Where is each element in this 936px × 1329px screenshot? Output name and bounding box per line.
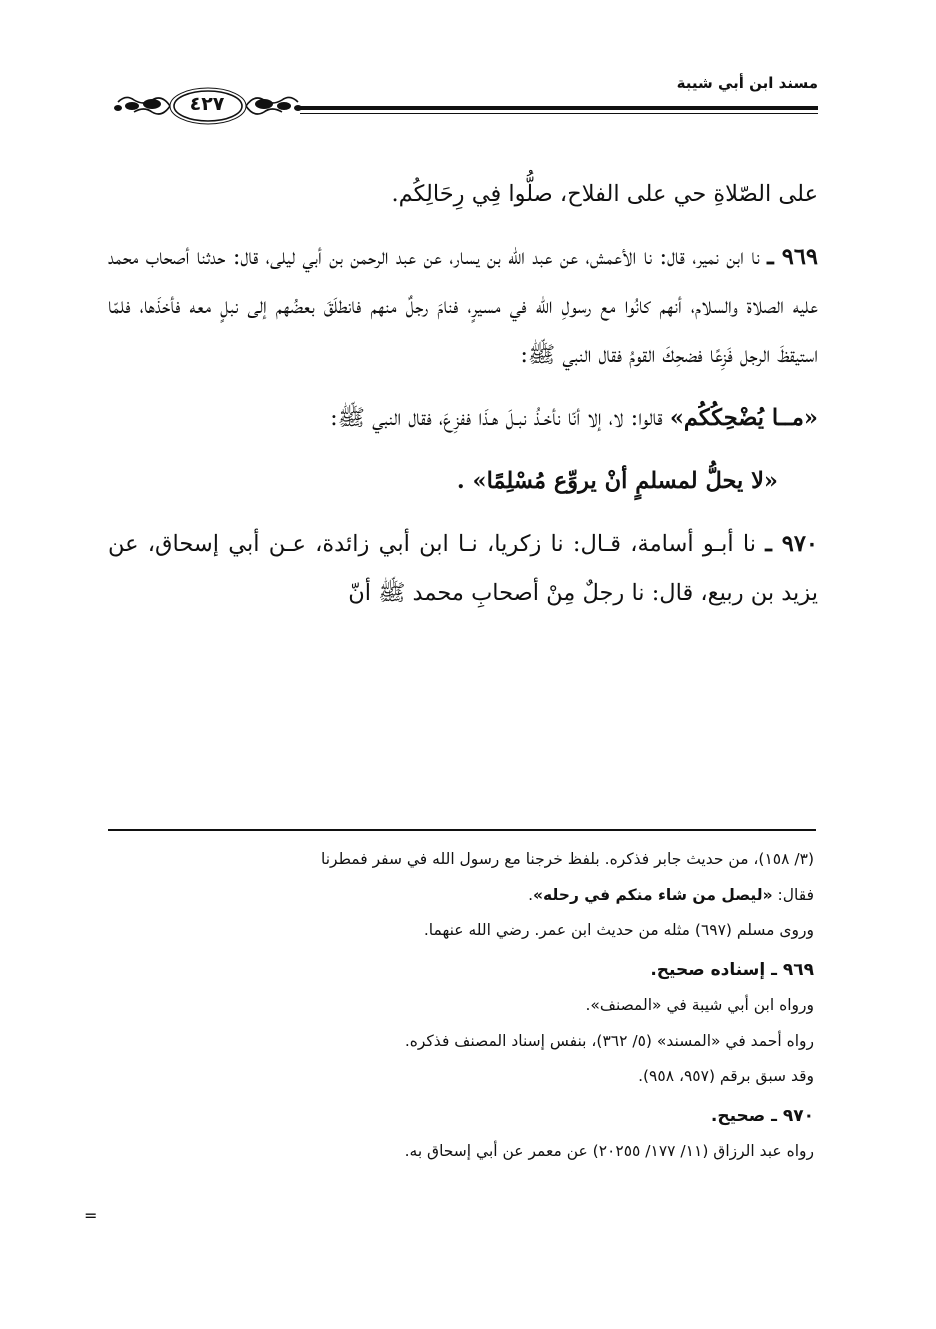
footnote-line xyxy=(108,878,814,914)
main-text xyxy=(108,170,818,632)
continuation-mark: = xyxy=(84,1206,98,1225)
footnote-heading-970: ٩٧٠ ـ صحيح. xyxy=(710,1105,814,1126)
page-number: ٤٢٧ xyxy=(189,93,225,115)
hadith-number: ٩٧٠ ـ xyxy=(765,531,818,557)
hadith-text: نا ابن نمير، قال: نا الأعمش، عن عبد الله بن يسار، عن عبد الرحمن بن أبي ليلى، قال: حدثنا أصحاب محمد عليه الصلاة والسلام، أنهم كانُوا مع رسولِ الله في مسيرٍ، فنامَ رجلٌ منهم فانطلَقَ بعضُهم إلى نبلٍ معه فأخذَها، فلمّا استيقظَ الرجل فَزِعًا فضحِكَ القومُ فقال النبي ﷺ: xyxy=(108,244,818,368)
hadith-969-dialogue xyxy=(108,394,818,443)
paragraph-continuation: على الصّلاةِ حي على الفلاح، صلُّوا فِي رِحَالِكُم. xyxy=(391,181,818,207)
footnote-text: . xyxy=(528,885,534,904)
footnote-heading-969: ٩٦٩ ـ إسناده صحيح. xyxy=(650,959,814,980)
footnote-line: ورواه ابن أبي شيبة في «المصنف». xyxy=(585,996,814,1014)
footnote-separator xyxy=(108,829,816,831)
footnote-line: رواه عبد الرزاق (١١/ ١٧٧/ ٢٠٢٥٥) عن معمر عن أبي إسحاق به. xyxy=(404,1142,814,1160)
running-title: مسند ابن أبي شيبة xyxy=(676,74,818,92)
hadith-text: قالوا: لا، إلا أنّا نأخـذُ نبـلَ هـذَا ففزِعَ، فقال النبي ﷺ: xyxy=(330,405,663,431)
hadith-970 xyxy=(108,520,818,618)
footnote-text: فقال: xyxy=(777,885,814,904)
hadith-969 xyxy=(108,233,818,380)
hadith-number: ٩٦٩ ـ xyxy=(767,244,818,270)
header-rule-thick xyxy=(300,106,818,110)
footnote-line: رواه أحمد في «المسند» (٥/ ٣٦٢)، بنفس إسناد المصنف فذكره. xyxy=(404,1031,814,1050)
footnote-quote: «ليصل من شاء منكم في رحله» xyxy=(533,885,773,904)
prophetic-saying: «لا يحلُّ لمسلمٍ أنْ يروِّع مُسْلِمًا» . xyxy=(456,468,778,494)
header-rule-thin xyxy=(300,113,818,114)
footnote-line: (٣/ ١٥٨)، من حديث جابر فذكره. بلفظ خرجنا مع رسول الله في سفر فمطرنا xyxy=(320,850,814,868)
prophetic-quote: «مــا يُضْحِكُكُم» xyxy=(669,405,818,431)
footnote-line: وقد سبق برقم (٩٥٧، ٩٥٨). xyxy=(638,1067,814,1085)
footnotes xyxy=(108,842,814,1170)
footnote-line: وروى مسلم (٦٩٧) مثله من حديث ابن عمر. رضي الله عنهما. xyxy=(423,921,814,939)
hadith-text: نا أبـو أسامة، قـال: نا زكريا، نـا ابن أبي زائدة، عـن أبي إسحاق، عن يزيد بن ربيع، قال: نا رجلٌ مِنْ أصحابِ محمد ﷺ أنّ xyxy=(108,531,818,606)
